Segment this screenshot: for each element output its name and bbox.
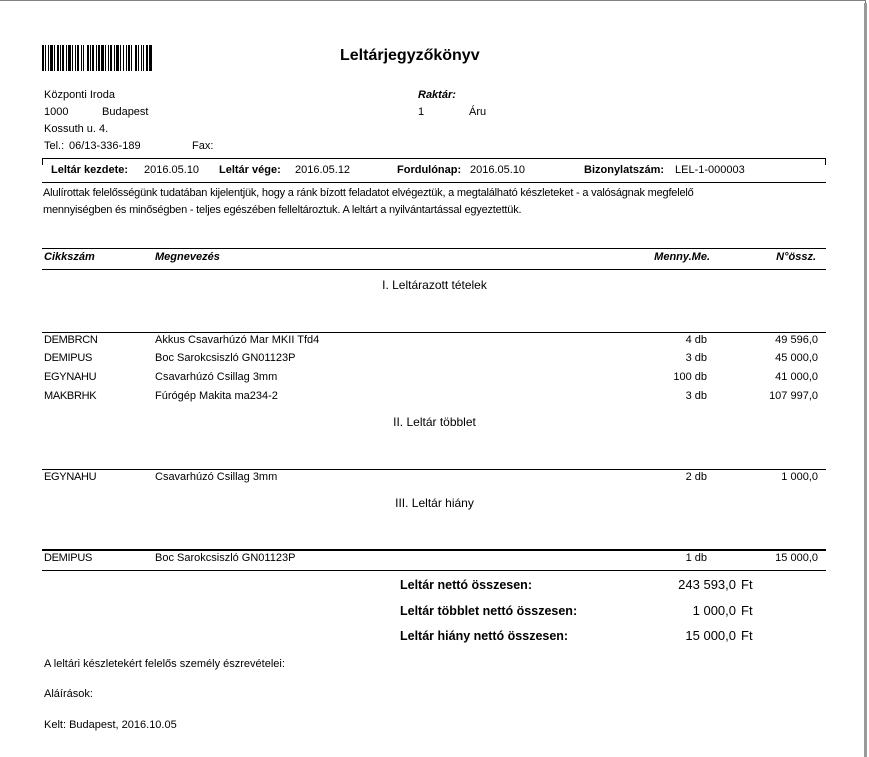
end-value: 2016.05.12 bbox=[295, 164, 351, 176]
cell-sum: 49 596,0 bbox=[775, 334, 818, 346]
barcode-bar bbox=[42, 45, 44, 71]
start-label: Leltár kezdete: bbox=[51, 164, 129, 176]
barcode-bar bbox=[135, 45, 137, 71]
cell-sum: 45 000,0 bbox=[775, 352, 818, 364]
barcode-bar bbox=[96, 45, 97, 71]
barcode-bar bbox=[66, 45, 67, 71]
doc-number-label: Bizonylatszám: bbox=[584, 164, 665, 176]
barcode-bar bbox=[138, 45, 139, 71]
divider bbox=[42, 332, 826, 333]
start-value: 2016.05.10 bbox=[144, 164, 200, 176]
doc-number-value: LEL-1-000003 bbox=[675, 164, 745, 176]
barcode-bar bbox=[126, 45, 127, 71]
company-name: Központi Iroda bbox=[44, 89, 115, 101]
total-value: 15 000,0 bbox=[685, 628, 736, 643]
total-currency: Ft bbox=[741, 603, 753, 618]
barcode-bar bbox=[68, 45, 71, 71]
section-title: III. Leltár hiány bbox=[395, 496, 474, 510]
fax-label: Fax: bbox=[192, 140, 214, 152]
page-shadow bbox=[864, 3, 867, 757]
barcode-bar bbox=[116, 45, 119, 71]
divider bbox=[42, 269, 826, 270]
section-title: II. Leltár többlet bbox=[393, 415, 476, 429]
barcode-bar bbox=[75, 45, 76, 71]
cell-name: Csavarhúzó Csillag 3mm bbox=[155, 471, 278, 483]
barcode-bar bbox=[57, 45, 59, 71]
cell-sum: 1 000,0 bbox=[781, 471, 818, 483]
total-currency: Ft bbox=[741, 628, 753, 643]
col-header-sum: N°össz. bbox=[776, 251, 816, 263]
divider-tick bbox=[825, 158, 826, 165]
end-label: Leltár vége: bbox=[219, 164, 281, 176]
cell-qty: 4 db bbox=[685, 334, 707, 346]
barcode-bar bbox=[131, 45, 132, 71]
barcode-bar bbox=[105, 45, 106, 71]
section-title: I. Leltárazott tételek bbox=[382, 278, 487, 292]
place-date: Kelt: Budapest, 2016.10.05 bbox=[44, 719, 177, 731]
cell-code: MAKBRHK bbox=[44, 390, 97, 402]
total-value: 1 000,0 bbox=[692, 603, 736, 618]
company-zip: 1000 bbox=[44, 106, 69, 118]
cell-sum: 15 000,0 bbox=[775, 552, 818, 564]
barcode-bar bbox=[72, 45, 73, 71]
statement-line: Alulírottak felelősségünk tudatában kijelentjük, hogy a ránk bízott feladatot elvégeztük, a megtalálható készleteket - a valóságnak megfelelő bbox=[43, 187, 694, 199]
cell-name: Fúrógép Makita ma234-2 bbox=[155, 390, 278, 402]
total-label: Leltár nettó összesen: bbox=[400, 578, 532, 592]
cell-name: Csavarhúzó Csillag 3mm bbox=[155, 371, 278, 383]
divider bbox=[42, 549, 826, 551]
remarks-label: A leltári készletekért felelős személy észrevételei: bbox=[44, 658, 285, 670]
barcode-bar bbox=[87, 45, 89, 71]
turn-value: 2016.05.10 bbox=[470, 164, 526, 176]
total-value: 243 593,0 bbox=[678, 577, 736, 592]
cell-code: EGYNAHU bbox=[44, 371, 97, 383]
signatures-label: Aláírások: bbox=[44, 688, 93, 700]
divider bbox=[42, 570, 826, 571]
barcode-bar bbox=[101, 45, 104, 71]
cell-qty: 2 db bbox=[685, 471, 707, 483]
cell-name: Akkus Csavarhúzó Mar MKII Tfd4 bbox=[155, 334, 320, 346]
cell-code: DEMIPUS bbox=[44, 352, 93, 364]
barcode-bar bbox=[77, 45, 79, 71]
cell-qty: 3 db bbox=[685, 352, 707, 364]
barcode-bar bbox=[50, 45, 53, 71]
total-label: Leltár többlet nettó összesen: bbox=[400, 604, 578, 618]
barcode-bar bbox=[98, 45, 100, 71]
barcode-bar bbox=[123, 45, 124, 71]
page-title: Leltárjegyzőkönyv bbox=[340, 47, 480, 64]
barcode-bar bbox=[90, 45, 91, 71]
barcode-bar bbox=[114, 45, 115, 71]
warehouse-name: Áru bbox=[469, 106, 487, 118]
barcode-bar bbox=[83, 45, 84, 71]
barcode-image bbox=[42, 45, 240, 71]
cell-sum: 41 000,0 bbox=[775, 371, 818, 383]
barcode-bar bbox=[62, 45, 64, 71]
barcode-bar bbox=[108, 45, 109, 71]
cell-code: EGYNAHU bbox=[44, 471, 97, 483]
barcode-bar bbox=[110, 45, 112, 71]
cell-code: DEMIPUS bbox=[44, 552, 93, 564]
barcode-bar bbox=[141, 45, 142, 71]
tel-label: Tel.: bbox=[44, 140, 65, 152]
divider bbox=[42, 158, 826, 159]
col-header-code: Cikkszám bbox=[44, 251, 95, 263]
barcode-bar bbox=[45, 45, 46, 71]
barcode-bar bbox=[92, 45, 94, 71]
barcode-bar bbox=[48, 45, 49, 71]
divider-tick bbox=[42, 158, 43, 165]
barcode-bar bbox=[120, 45, 121, 71]
barcode-bar bbox=[54, 45, 55, 71]
cell-name: Boc Sarokcsiszló GN01123P bbox=[155, 552, 296, 564]
warehouse-id: 1 bbox=[418, 106, 425, 118]
statement-line: mennyiségben és minőségben - teljes egészében felleltároztuk. A leltárt a nyilvántartással egyeztettük. bbox=[43, 204, 522, 216]
cell-qty: 3 db bbox=[685, 390, 707, 402]
total-currency: Ft bbox=[741, 577, 753, 592]
turn-label: Fordulónap: bbox=[397, 164, 462, 176]
company-street: Kossuth u. 4. bbox=[44, 123, 109, 135]
divider bbox=[42, 182, 826, 183]
total-label: Leltár hiány nettó összesen: bbox=[400, 629, 569, 643]
col-header-name: Megnevezés bbox=[155, 251, 220, 263]
divider bbox=[42, 248, 826, 249]
tel-value: 06/13-336-189 bbox=[69, 140, 141, 152]
cell-qty: 100 db bbox=[673, 371, 707, 383]
company-city: Budapest bbox=[102, 106, 149, 118]
warehouse-label: Raktár: bbox=[418, 89, 456, 101]
barcode-bar bbox=[128, 45, 130, 71]
barcode-bar bbox=[143, 45, 144, 71]
cell-code: DEMBRCN bbox=[44, 334, 98, 346]
divider bbox=[42, 469, 826, 470]
barcode-bar bbox=[149, 45, 152, 71]
cell-sum: 107 997,0 bbox=[769, 390, 818, 402]
col-header-qty: Menny.Me. bbox=[654, 251, 710, 263]
barcode-bar bbox=[81, 45, 82, 71]
barcode-bar bbox=[60, 45, 61, 71]
cell-name: Boc Sarokcsiszló GN01123P bbox=[155, 352, 296, 364]
cell-qty: 1 db bbox=[685, 552, 707, 564]
barcode-bar bbox=[146, 45, 148, 71]
